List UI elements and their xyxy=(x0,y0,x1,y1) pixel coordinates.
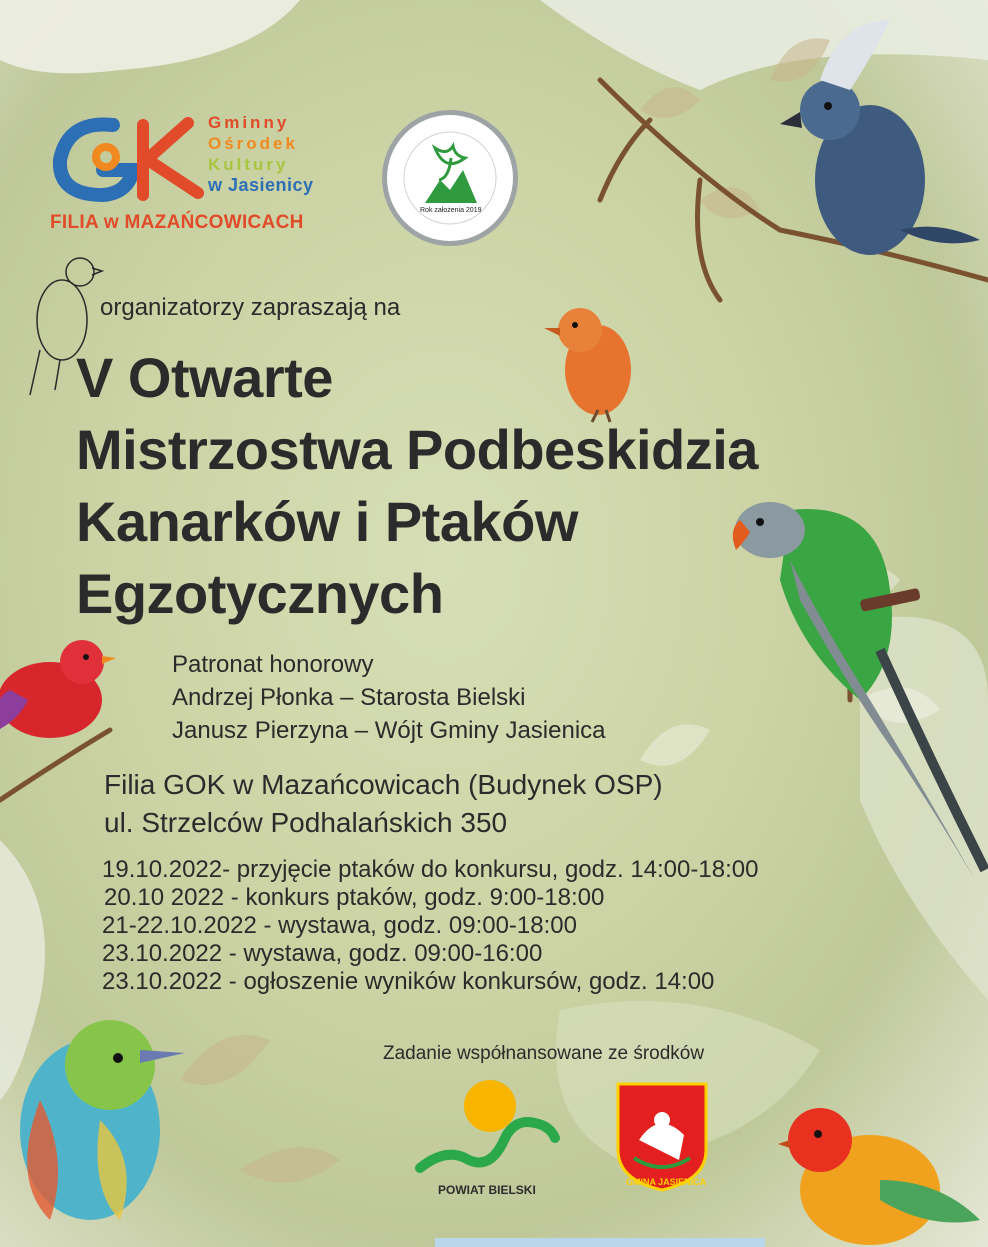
schedule-item: 21-22.10.2022 - wystawa, godz. 09:00-18:00 xyxy=(102,912,577,939)
gok-branch-label: FILIA w MAZAŃCOWICACH xyxy=(50,212,304,233)
title-line: Mistrzostwa Podbeskidzia xyxy=(76,418,758,481)
gmina-jasienica-coat-of-arms xyxy=(614,1080,710,1192)
intro-text: organizatorzy zapraszają na xyxy=(100,294,401,321)
funding-text: Zadanie współnansowane ze środków xyxy=(383,1043,705,1064)
powiat-bielski-logo xyxy=(415,1078,565,1183)
association-logo xyxy=(365,108,535,248)
red-bird-illustration xyxy=(0,640,116,738)
association-badge-icon xyxy=(365,108,535,248)
schedule-item: 23.10.2022 - ogłoszenie wyników konkursów, godz. 14:00 xyxy=(102,968,715,995)
venue-name: Filia GOK w Mazańcowicach (Budynek OSP) xyxy=(104,769,663,800)
gok-line-3: Kultury xyxy=(208,155,289,174)
schedule-list xyxy=(102,856,758,996)
title-line: V Otwarte xyxy=(76,346,333,409)
association-founded: Rok założenia 2019 xyxy=(420,207,482,214)
venue-block xyxy=(104,766,663,842)
gok-logo-mark xyxy=(48,115,208,205)
schedule-item: 20.10 2022 - konkurs ptaków, godz. 9:00-18:00 xyxy=(104,884,605,911)
event-title xyxy=(76,348,758,636)
patron-person: Janusz Pierzyna – Wójt Gminy Jasienica xyxy=(172,717,606,744)
powiat-sun-icon xyxy=(415,1078,565,1183)
gok-line-4: w Jasienicy xyxy=(208,175,314,195)
title-line: Kanarków i Ptaków xyxy=(76,490,578,553)
bottom-strip xyxy=(435,1238,765,1247)
venue-address: ul. Strzelców Podhalańskich 350 xyxy=(104,807,508,838)
patron-person: Andrzej Płonka – Starosta Bielski xyxy=(172,684,526,711)
title-line: Egzotycznych xyxy=(76,562,444,625)
gok-line-1: Gminny xyxy=(208,113,290,132)
gok-logo xyxy=(48,115,208,205)
schedule-item: 19.10.2022- przyjęcie ptaków do konkursu, godz. 14:00-18:00 xyxy=(102,856,759,883)
coat-of-arms-shield-icon xyxy=(614,1080,710,1192)
patronage-block xyxy=(172,648,606,747)
kingfisher-illustration xyxy=(20,1020,185,1220)
gok-line-2: Ośrodek xyxy=(208,134,298,153)
patronage-heading: Patronat honorowy xyxy=(172,651,374,678)
gmina-label: GMINA JASIENICA xyxy=(626,1177,707,1187)
gok-name xyxy=(208,112,314,196)
powiat-label: POWIAT BIELSKI xyxy=(438,1183,536,1197)
colorful-bird-illustration xyxy=(778,1108,980,1245)
schedule-item: 23.10.2022 - wystawa, godz. 09:00-16:00 xyxy=(102,940,543,967)
